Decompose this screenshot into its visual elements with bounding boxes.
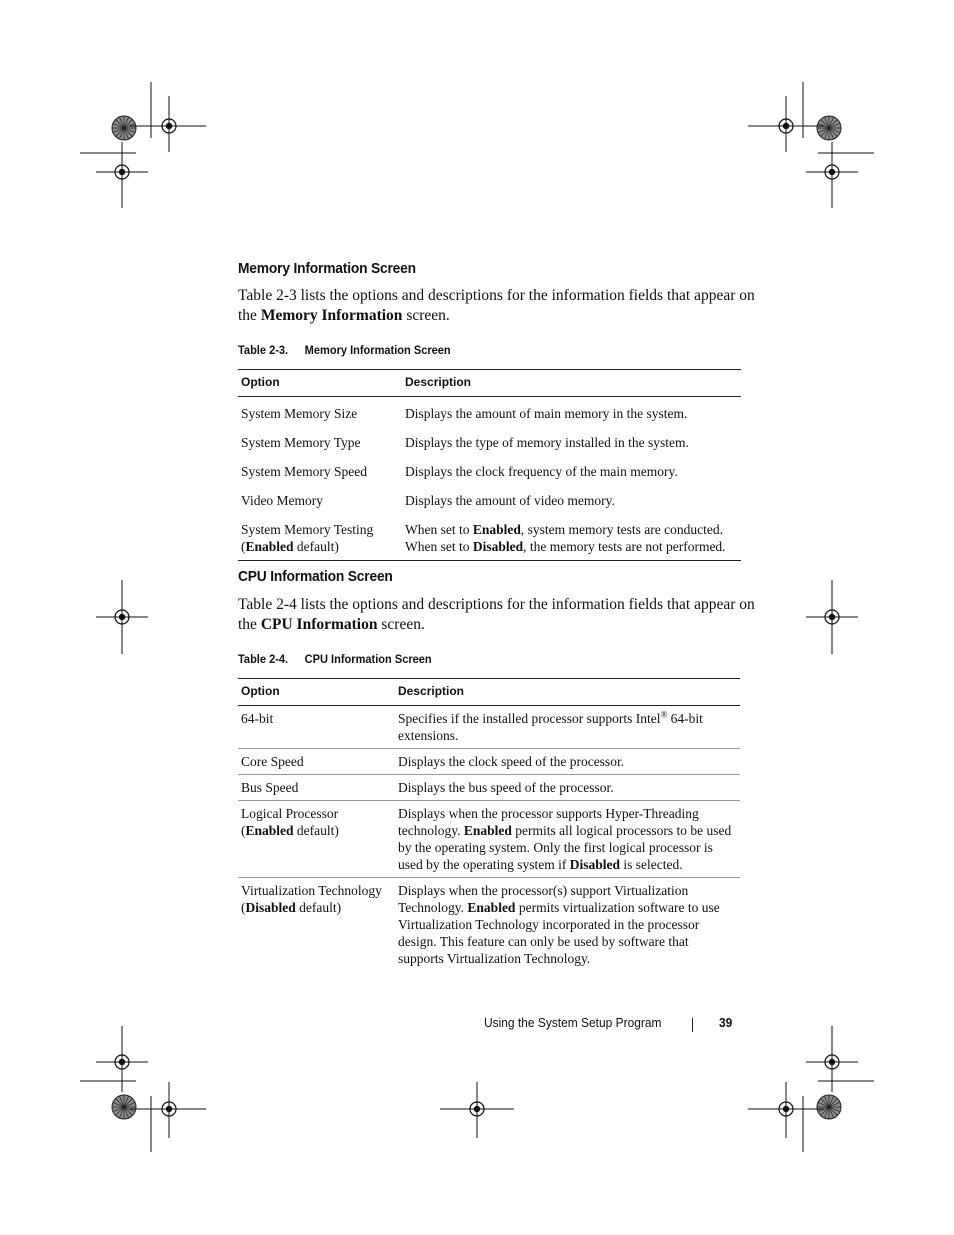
- option-cell: 64-bit: [238, 706, 395, 749]
- option-cell: Virtualization Technology (Disabled default): [241, 883, 382, 915]
- option-cell: Logical Processor (Enabled default): [238, 801, 395, 878]
- description-cell: Specifies if the installed processor supports Intel® 64-bit extensions.: [395, 706, 740, 749]
- cpu-table-caption: Table 2-4. CPU Information Screen: [238, 652, 432, 666]
- option-cell: System Memory Testing (Enabled default): [238, 513, 402, 561]
- memory-table-caption: Table 2-3. Memory Information Screen: [238, 343, 451, 357]
- option-cell: Video Memory: [241, 493, 324, 508]
- star-target-icon: [817, 116, 841, 140]
- cpu-section-heading: CPU Information Screen: [238, 568, 393, 585]
- cpu-intro-paragraph: Table 2-4 lists the options and descriptions for the information fields that appear on the CPU Information screen.: [238, 596, 755, 633]
- description-cell: Displays the clock frequency of the main memory.: [405, 464, 678, 479]
- column-header-option: Option: [238, 679, 395, 706]
- option-cell: System Memory Speed: [241, 464, 367, 479]
- description-cell: Displays when the processor supports Hyper-Threading technology. Enabled permits all logical processors to be used by the operating system. Only the first logical processor is used by the operating system if Disabled is selected.: [395, 801, 740, 878]
- description-cell: Displays the clock speed of the processor.: [395, 749, 740, 775]
- description-cell: Displays the amount of main memory in the system.: [405, 406, 688, 421]
- description-cell: When set to Enabled, system memory tests are conducted. When set to Disabled, the memory tests are not performed.: [402, 513, 741, 561]
- column-header-option: Option: [238, 370, 402, 397]
- option-cell: System Memory Type: [241, 435, 361, 450]
- description-cell: Displays the type of memory installed in the system.: [405, 435, 689, 450]
- star-target-icon: [817, 1095, 841, 1119]
- page-number: 39: [719, 1015, 733, 1030]
- memory-intro-paragraph: Table 2-3 lists the options and descriptions for the information fields that appear on the Memory Information screen.: [238, 287, 755, 324]
- option-cell: System Memory Size: [241, 406, 358, 421]
- running-footer-title: Using the System Setup Program: [484, 1015, 662, 1030]
- memory-section-heading: Memory Information Screen: [238, 260, 416, 277]
- column-header-description: Description: [402, 370, 741, 397]
- description-cell: Displays when the processor(s) support Virtualization Technology. Enabled permits virtualization software to use Virtualization Technology incorporated in the processor design. This feature can only be used by software that supports Virtualization Technology.: [398, 883, 720, 966]
- description-cell: Displays the bus speed of the processor.: [395, 775, 740, 801]
- column-header-description: Description: [395, 679, 740, 706]
- star-target-icon: [112, 116, 136, 140]
- description-cell: Displays the amount of video memory.: [405, 493, 615, 508]
- option-cell: Core Speed: [238, 749, 395, 775]
- star-target-icon: [112, 1095, 136, 1119]
- option-cell: Bus Speed: [238, 775, 395, 801]
